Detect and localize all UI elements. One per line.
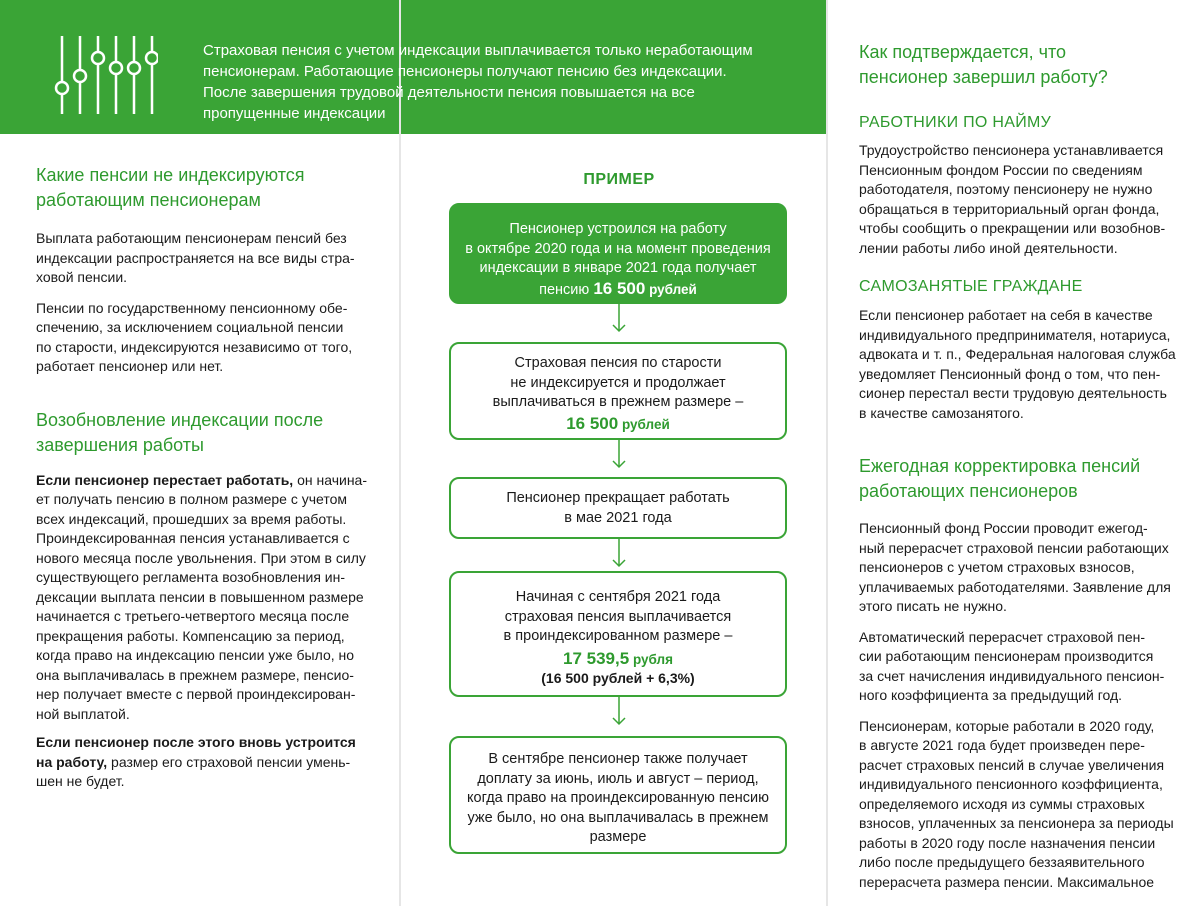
right-column xyxy=(859,40,1189,892)
heading-self-employed: САМОЗАНЯТЫЕ ГРАЖДАНЕ xyxy=(859,278,1083,295)
paragraph: Пенсионный фонд России проводит ежегод- ный перерасчет страховой пенсии работающих пенсионеров с учетом страховых взносов, уплачиваемых работодателями. Заявление для этого писать не нужно. xyxy=(859,520,1171,614)
panel-fold-1 xyxy=(399,0,401,906)
arrow-down-icon xyxy=(610,440,628,470)
paragraph: Выплата работающим пенсионерам пенсий без индексации распространяется на все виды стра- ховой пенсии. xyxy=(36,230,355,285)
paragraph: Если пенсионер после этого вновь устроится на работу, размер его страховой пенсии умень- шен не будет. xyxy=(36,734,356,789)
paragraph: Пенсионерам, которые работали в 2020 году, в августе 2021 года будет произведен пере- расчет страховых пенсий в случае увеличения индивидуального пенсионного коэффициента, определяемого исходя из суммы страховых взносов, уплаченных за пенсионера за периоды работы в 2020 году после назначения пенсии либо после предыдущего беззаявительного перерасчета размера пенсии. Максимальное xyxy=(859,717,1174,890)
sliders-icon xyxy=(54,36,158,114)
flow-step-1: Пенсионер устроился на работу в октябре 2020 года и на момент проведения индексации в январе 2021 года получает пенсию 16 500 рублей xyxy=(449,203,787,304)
heading-non-indexed-pensions: Какие пенсии не индексируются работающим пенсионерам xyxy=(36,165,305,210)
banner-line: пропущенные индексации xyxy=(203,105,386,122)
panel-fold-2 xyxy=(826,0,828,906)
arrow-down-icon xyxy=(610,304,628,334)
heading-annual-correction: Ежегодная корректировка пенсий работающих пенсионеров xyxy=(859,456,1141,501)
left-column xyxy=(36,163,381,792)
flow-step-2: Страховая пенсия по старости не индексируется и продолжает выплачиваться в прежнем размере – 16 500 рублей xyxy=(449,342,787,440)
banner-line: пенсионерам. Работающие пенсионеры получают пенсию без индексации. xyxy=(203,63,727,80)
flow-step-4: Начиная с сентября 2021 года страховая пенсия выплачивается в проиндексированном размере – 17 539,5 рубля (16 500 рублей + 6,3%) xyxy=(449,571,787,697)
heading-indexation-resumption: Возобновление индексации после завершения работы xyxy=(36,409,324,455)
paragraph: Пенсии по государственному пенсионному обе- спечению, за исключением социальной пенсии по старости, индексируются независимо от того, работает пенсионер или нет. xyxy=(36,299,353,374)
flow-step-3: Пенсионер прекращает работать в мае 2021 года xyxy=(449,477,787,539)
paragraph: Автоматический перерасчет страховой пен- сии работающим пенсионерам производится за счет начисления индивидуального пенсион- ного коэффициента за предыдущий год. xyxy=(859,628,1165,703)
banner-text xyxy=(203,40,803,124)
heading-employees: РАБОТНИКИ ПО НАЙМУ xyxy=(859,114,1052,131)
banner-line: После завершения трудовой деятельности пенсия повышается на все xyxy=(203,84,695,101)
arrow-down-icon xyxy=(610,539,628,569)
heading-work-completion-question: Как подтверждается, что пенсионер завершил работу? xyxy=(859,42,1108,87)
paragraph: Трудоустройство пенсионера устанавливается Пенсионным фондом России по сведениям работодателя, поэтому пенсионеру не нужно обращаться в территориальный орган фонда, чтобы сообщить о прекращении или возобнов- лении работы либо иной деятельности. xyxy=(859,142,1166,256)
arrow-down-icon xyxy=(610,697,628,727)
example-title: ПРИМЕР xyxy=(583,171,655,188)
flow-step-5: В сентябре пенсионер также получает доплату за июнь, июль и август – период, когда право на проиндексированную пенсию уже было, но она выплачивалась в прежнем размере xyxy=(449,736,787,854)
paragraph: Если пенсионер перестает работать, он начина- ет получать пенсию в полном размере с учетом всех индексаций, прошедших за время работы. Проиндексированная пенсия устанавливается с нового месяца после увольнения. При этом в силу существующего регламента возобновления ин- дексации выплата пенсии в повышенном размере начинается с третьего-четвертого месяца после прекращения работы. Компенсацию за период, когда право на индексацию пенсии уже было, но она выплачивалась в прежнем размере, пенсио- нер получает вместе с первой проиндексирован- ной выплатой. xyxy=(36,471,368,722)
paragraph: Если пенсионер работает на себя в качестве индивидуального предпринимателя, нотариуса, адвоката и т. п., Федеральная налоговая служба уведомляет Пенсионный фонд о том, что пен- сионер перестал вести трудовую деятельность в качестве самозанятого. xyxy=(859,307,1176,421)
banner-line: Страховая пенсия с учетом индексации выплачивается только неработающим xyxy=(203,42,753,59)
